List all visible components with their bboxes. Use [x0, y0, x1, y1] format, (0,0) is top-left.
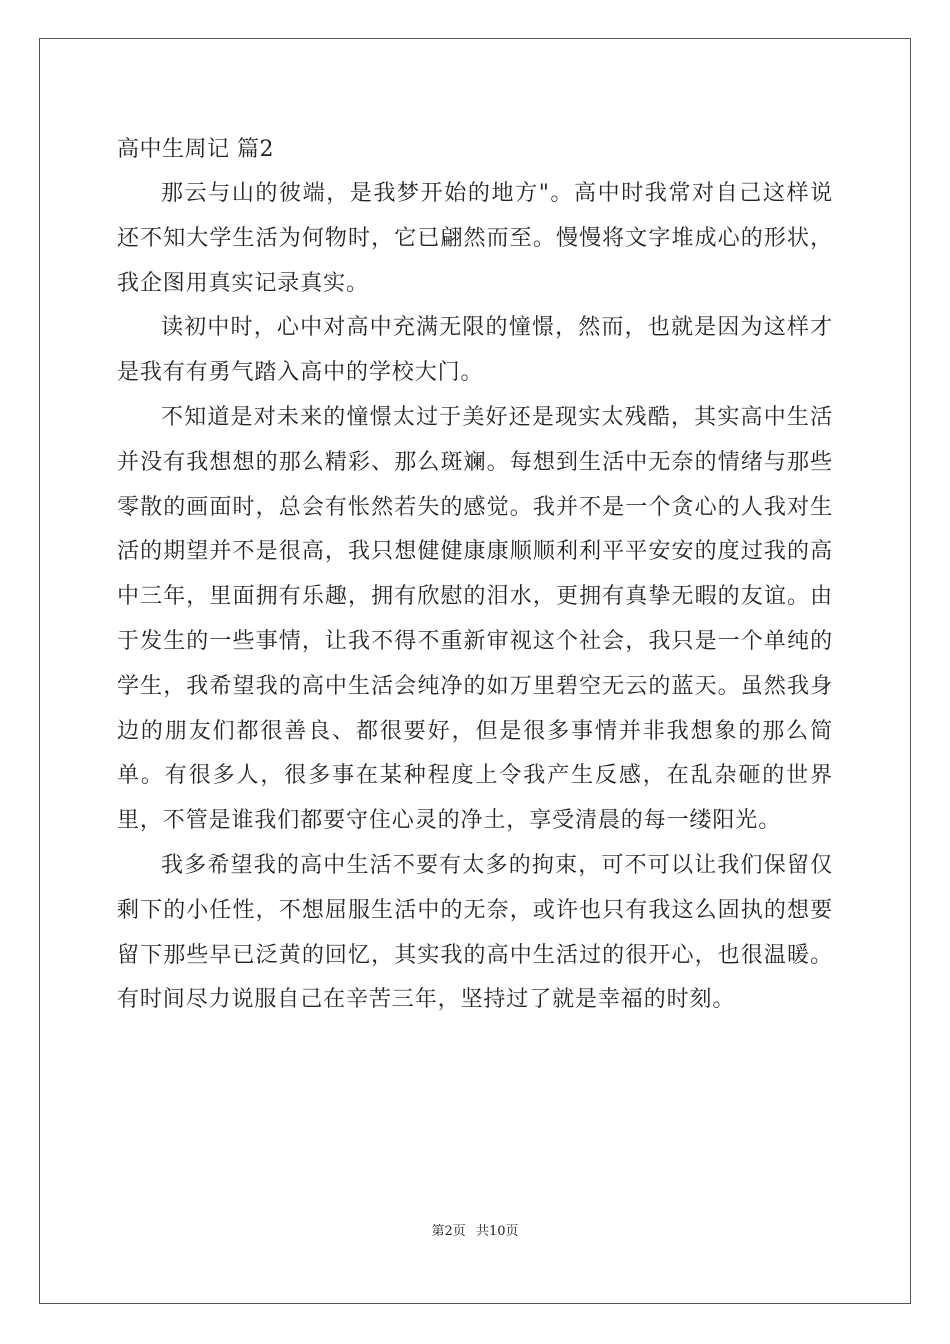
paragraph-1: 那云与山的彼端，是我梦开始的地方"。高中时我常对自己这样说还不知大学生活为何物时，它已翩然而至。慢慢将文字堆成心的形状，我企图用真实记录真实。: [117, 181, 833, 296]
document-body: [117, 128, 833, 1023]
page-number: 第2页: [431, 1224, 466, 1239]
page-footer: [0, 1220, 950, 1239]
document-title: 高中生周记 篇2: [117, 137, 274, 162]
paragraph-2: 读初中时，心中对高中充满无限的憧憬，然而，也就是因为这样才是我有有勇气踏入高中的学校大门。: [117, 315, 833, 386]
page-total: 共10页: [475, 1224, 519, 1239]
paragraph-3: 不知道是对未来的憧憬太过于美好还是现实太残酷，其实高中生活并没有我想想的那么精彩、那么斑斓。每想到生活中无奈的情绪与那些零散的画面时，总会有怅然若失的感觉。我并不是一个贪心的人我对生活的期望并不是很高，我只想健健康康顺顺利利平平安安的度过我的高中三年，里面拥有乐趣，拥有欣慰的泪水，更拥有真挚无暇的友谊。由于发生的一些事情，让我不得不重新审视这个社会，我只是一个单纯的学生，我希望我的高中生活会纯净的如万里碧空无云的蓝天。虽然我身边的朋友们都很善良、都很要好，但是很多事情并非我想象的那么简单。有很多人，很多事在某种程度上令我产生反感，在乱杂砸的世界里，不管是谁我们都要守住心灵的净土，享受清晨的每一缕阳光。: [117, 404, 833, 834]
paragraph-4: 我多希望我的高中生活不要有太多的拘束，可不可以让我们保留仅剩下的小任性，不想屈服生活中的无奈，或许也只有我这么固执的想要留下那些早已泛黄的回忆，其实我的高中生活过的很开心，也很温暖。有时间尽力说服自己在辛苦三年，坚持过了就是幸福的时刻。: [117, 852, 833, 1013]
